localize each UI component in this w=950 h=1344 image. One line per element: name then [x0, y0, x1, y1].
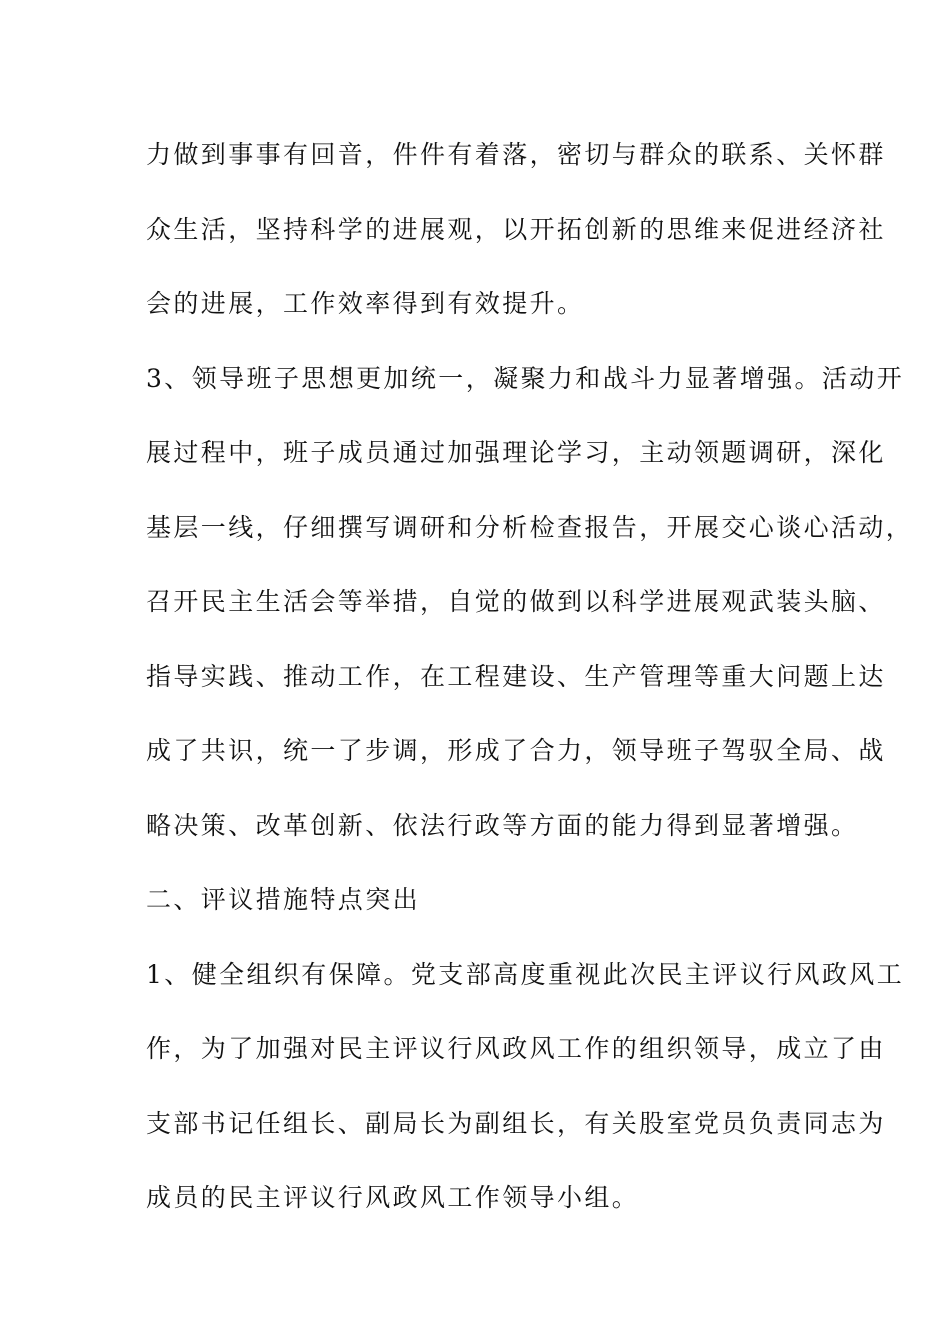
document-body	[146, 130, 914, 1248]
text-line: 1、健全组织有保障。党支部高度重视此次民主评议行风政风工	[146, 959, 905, 989]
text-line: 作，为了加强对民主评议行风政风工作的组织领导，成立了由	[146, 1034, 886, 1063]
text-line: 召开民主生活会等举措，自觉的做到以科学进展观武装头脑、	[146, 587, 886, 616]
text-line: 成了共识，统一了步调，形成了合力，领导班子驾驭全局、战	[146, 736, 886, 765]
text-line: 成员的民主评议行风政风工作领导小组。	[146, 1183, 640, 1212]
text-line: 3、领导班子思想更加统一，凝聚力和战斗力显著增强。活动开	[146, 363, 905, 393]
text-line: 基层一线，仔细撰写调研和分析检查报告，开展交心谈心活动，	[146, 512, 914, 542]
text-line: 展过程中，班子成员通过加强理论学习，主动领题调研，深化	[146, 438, 886, 467]
text-line: 会的进展，工作效率得到有效提升。	[146, 289, 585, 318]
text-line: 支部书记任组长、副局长为副组长，有关股室党员负责同志为	[146, 1108, 886, 1138]
text-line: 指导实践、推动工作，在工程建设、生产管理等重大问题上达	[146, 661, 886, 691]
section-heading: 二、评议措施特点突出	[146, 885, 421, 914]
text-line: 略决策、改革创新、依法行政等方面的能力得到显著增强。	[146, 810, 859, 840]
text-line: 力做到事事有回音，件件有着落，密切与群众的联系、关怀群	[146, 140, 886, 169]
text-line: 众生活，坚持科学的进展观，以开拓创新的思维来促进经济社	[146, 214, 886, 244]
